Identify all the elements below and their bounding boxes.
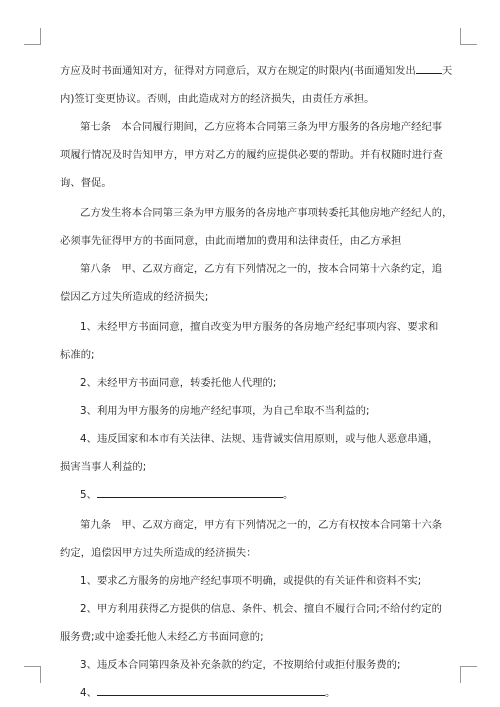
text-line: 第七条 本合同履行期间，乙方应将本合同第三条为甲方服务的各房地产经纪事 — [80, 121, 443, 133]
crop-mark-bottom-right — [460, 666, 477, 683]
text-line: 第八条 甲、乙双方商定，乙方有下列情况之一的，按本合同第十六条约定，追 — [80, 263, 443, 275]
blank-underline — [97, 686, 325, 696]
text-line: 内)签订变更协议。否则，由此造成对方的经济损失，由责任方承担。 — [60, 93, 375, 105]
text-line: 项履行情况及时告知甲方，甲方对乙方的履约应提供必要的帮助。并有权随时进行查 — [60, 149, 443, 161]
text-line: 询、督促。 — [60, 177, 112, 189]
text-line — [60, 64, 452, 78]
text-line: 3、利用为甲方服务的房地产经纪事项，为自己牟取不当利益的; — [80, 405, 370, 417]
text-line: 约定，追偿因甲方过失所造成的经济损失： — [60, 547, 257, 559]
text-span: 4、 — [80, 687, 97, 699]
text-line — [80, 488, 293, 502]
text-line — [80, 686, 335, 700]
text-line: 标准的; — [60, 349, 95, 361]
text-line: 乙方发生将本合同第三条为甲方服务的各房地产事项转委托其他房地产经纪人的， — [80, 207, 453, 219]
text-line: 4、违反国家和本市有关法律、法规、违背诚实信用原则，或与他人恶意串通， — [80, 433, 439, 445]
crop-mark-top-right — [460, 28, 477, 45]
text-span: 5、 — [80, 489, 97, 501]
text-line: 损害当事人利益的; — [60, 461, 147, 473]
blank-underline — [416, 64, 442, 74]
text-line: 2、甲方利用获得乙方提供的信息、条件、机会、擅自不履行合同;不给付约定的 — [80, 603, 442, 615]
text-line: 1、未经甲方书面同意，擅自改变为甲方服务的各房地产经纪事项内容、要求和 — [80, 321, 439, 333]
crop-mark-top-left — [24, 28, 41, 45]
text-line: 服务费;或中途委托他人未经乙方书面同意的; — [60, 631, 264, 643]
text-span: 方应及时书面通知对方，征得对方同意后，双方在规定的时限内(书面通知发出 — [60, 65, 416, 77]
text-line: 偿因乙方过失所造成的经济损失; — [60, 291, 209, 303]
crop-mark-bottom-left — [24, 666, 41, 683]
text-line: 1、要求乙方服务的房地产经纪事项不明确，或提供的有关证件和资料不实; — [80, 575, 422, 587]
text-line: 必须事先征得甲方的书面同意，由此而增加的费用和法律责任，由乙方承担 — [60, 235, 402, 247]
text-span: 。 — [324, 687, 336, 699]
text-span: 。 — [282, 489, 294, 501]
text-span: 天 — [441, 65, 453, 77]
blank-underline — [97, 488, 283, 498]
text-line: 2、未经甲方书面同意，转委托他人代理的; — [80, 377, 277, 389]
text-line: 第九条 甲、乙双方商定，甲方有下列情况之一的，乙方有权按本合同第十六条 — [80, 519, 443, 531]
text-line: 3、违反本合同第四条及补充条款的约定，不按期给付或拒付服务费的; — [80, 659, 401, 671]
